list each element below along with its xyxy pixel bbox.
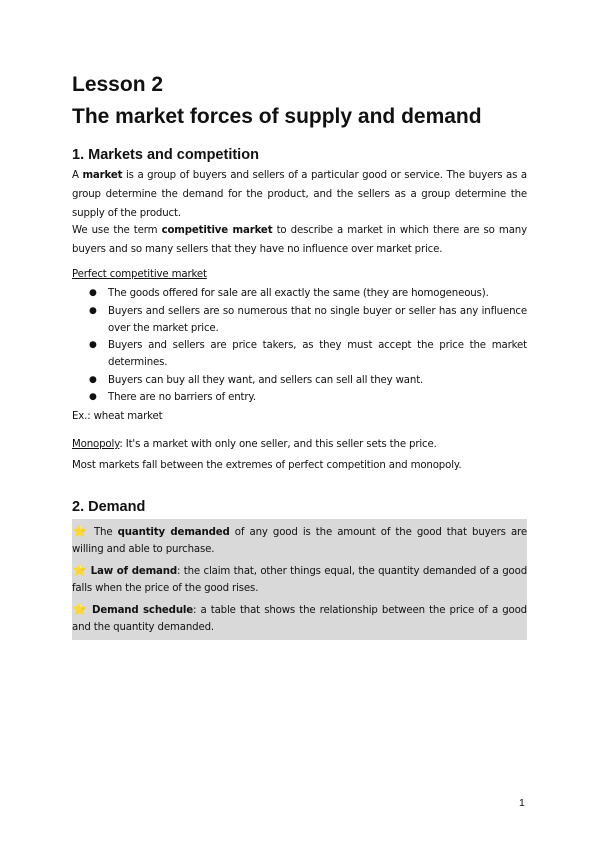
example-text: Ex.: wheat market: [72, 411, 163, 422]
perfect-market-bullet-list: [72, 285, 527, 407]
market-term: market: [82, 170, 123, 181]
monopoly-term: Monopoly: [72, 439, 120, 450]
bullet-item: [72, 285, 527, 302]
demand-highlight-box: [72, 519, 527, 640]
market-definition-text: is a group of buyers and sellers of a particular good or service. The buyers as a group determine the demand for the product, and the sellers as a group determine the supply of the product.: [72, 170, 527, 220]
competitive-market-pre: We use the term: [72, 225, 162, 236]
bullet-text: Buyers and sellers are price takers, as they must accept the price the market determines.: [108, 340, 527, 369]
bullet-item: [72, 337, 527, 371]
star-icon: ⭐: [72, 524, 89, 538]
bullet-dot-icon: ●: [89, 305, 97, 316]
monopoly-definition: : It's a market with only one seller, and this seller sets the price.: [119, 439, 437, 450]
demand-item-term: quantity demanded: [117, 527, 230, 538]
bullet-text: Buyers can buy all they want, and sellers can sell all they want.: [108, 374, 424, 386]
closing-paragraph: Most markets fall between the extremes of perfect competition and monopoly.: [72, 460, 462, 471]
monopoly-paragraph: [72, 435, 527, 454]
competitive-market-text: to describe a market in which there are so many buyers and so many sellers that they have no influence over market price.: [72, 225, 527, 256]
bullet-item: [72, 372, 527, 389]
perfect-competitive-market-label: Perfect competitive market: [72, 269, 207, 280]
demand-item-text: : a table that shows the relationship between the price of a good and the quantity demanded.: [72, 605, 527, 633]
demand-item-term: Demand schedule: [92, 605, 194, 616]
demand-item-term: Law of demand: [90, 566, 178, 577]
section-heading-markets: 1. Markets and competition: [72, 147, 259, 163]
bullet-text: The goods offered for sale are all exactly the same (they are homogeneous).: [108, 288, 489, 299]
bullet-item: [72, 389, 527, 406]
competitive-market-paragraph: [72, 221, 527, 259]
competitive-market-term: competitive market: [161, 225, 273, 236]
bullet-dot-icon: ●: [89, 288, 97, 298]
demand-item-text: of any good is the amount of the good that buyers are willing and able to purchase.: [72, 527, 527, 555]
lesson-heading: Lesson 2: [72, 73, 164, 96]
demand-item: [72, 562, 527, 597]
demand-item-text: : the claim that, other things equal, the quantity demanded of a good falls when the price of the good rises.: [72, 566, 528, 594]
section-heading-demand: 2. Demand: [72, 499, 146, 515]
bullet-dot-icon: ●: [89, 340, 97, 351]
bullet-dot-icon: ●: [89, 392, 97, 403]
demand-item-pre: The: [88, 527, 118, 538]
demand-item: [72, 519, 527, 558]
bullet-item: [72, 303, 527, 337]
star-icon: ⭐: [72, 602, 88, 616]
demand-item: [72, 601, 527, 636]
star-icon: ⭐: [72, 563, 88, 577]
page-number: 1: [519, 797, 525, 809]
page-title: The market forces of supply and demand: [72, 105, 482, 128]
market-definition-pre: A: [72, 170, 83, 181]
market-definition-paragraph: [72, 166, 527, 224]
bullet-text: There are no barriers of entry.: [108, 392, 256, 404]
bullet-text: Buyers and sellers are so numerous that no single buyer or seller has any influence over the market price.: [108, 305, 527, 334]
bullet-dot-icon: ●: [89, 374, 97, 385]
